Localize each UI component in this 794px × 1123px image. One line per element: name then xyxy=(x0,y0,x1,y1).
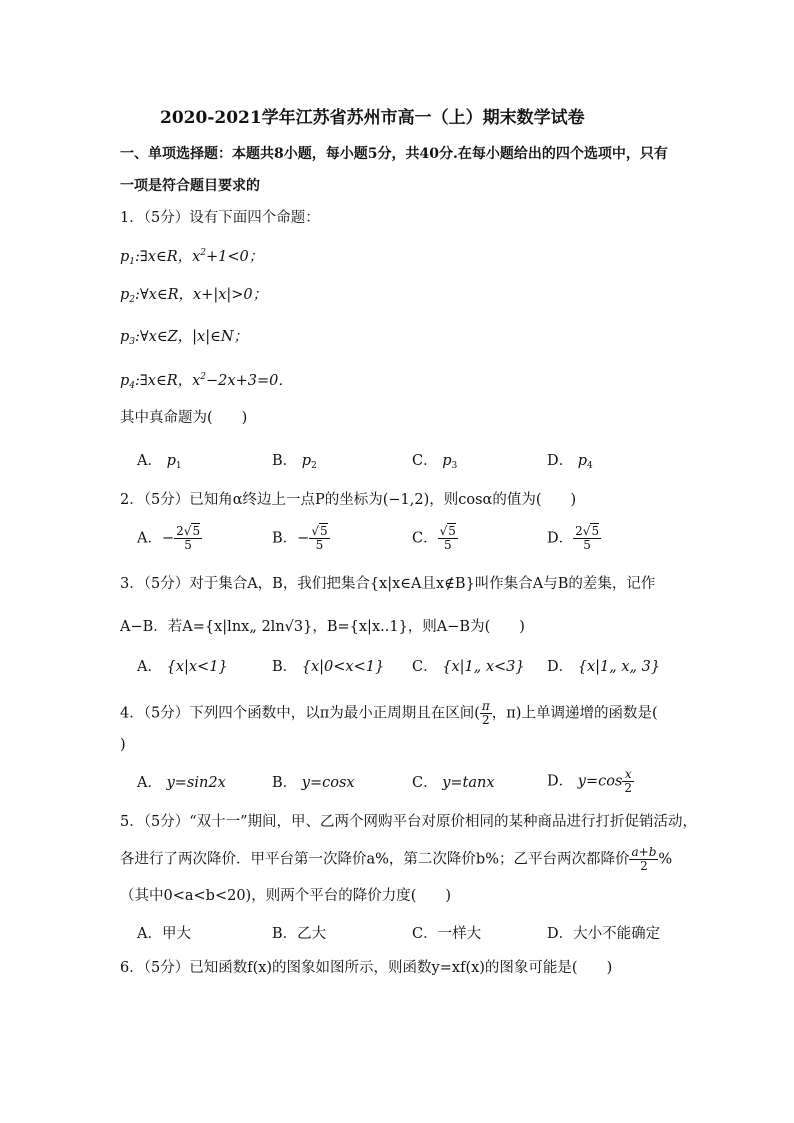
q5-stem-line3: （其中0<a<b<20)，则两个平台的降价力度( ) xyxy=(120,888,452,904)
q2-option-d[interactable]: D． $\frac{2√5}{5}$ xyxy=(547,524,600,552)
q1-option-d[interactable]: D． $p_4$ xyxy=(547,453,593,471)
q1-option-c[interactable]: C． $p_3$ xyxy=(412,453,458,471)
q3-option-c[interactable]: C． {x|1„ x<3} xyxy=(412,659,525,675)
q1-ask: 其中真命题为( ) xyxy=(120,410,248,426)
q3-stem-line2: A−B．若A={x|lnx„ 2ln√3}，B={x|x..1}，则A−B为( ) xyxy=(120,619,525,635)
q2-option-a[interactable]: A．− $\frac{2√5}{5}$ xyxy=(137,524,201,552)
section-heading: 一、单项选择题：本题共8小题，每小题5分，共40分.在每小题给出的四个选项中，只有 xyxy=(120,146,668,162)
section-heading-cont: 一项是符合题目要求的 xyxy=(120,178,260,194)
q1-proposition-3: $p_3:\forall x\in Z$，|x|∈N； xyxy=(120,329,249,347)
q5-option-b[interactable]: B．乙大 xyxy=(272,926,327,942)
q2-option-b[interactable]: B．− $\frac{√5}{5}$ xyxy=(272,524,328,552)
q1-option-b[interactable]: B． $p_2$ xyxy=(272,453,317,471)
q3-option-d[interactable]: D． {x|1„ x„ 3} xyxy=(547,659,661,675)
q6-stem: 6．（5分）已知函数f(x)的图象如图所示，则函数y=xf(x)的图象可能是( ) xyxy=(120,960,613,976)
q1-proposition-2: $p_2:\forall x\in R$，x+|x|>0； xyxy=(120,287,268,305)
page-title: 2020-2021学年江苏省苏州市高一（上）期末数学试卷 xyxy=(160,108,585,128)
q2-option-c[interactable]: C． $\frac{√5}{5}$ xyxy=(412,524,456,552)
q3-stem-line1: 3．（5分）对于集合A，B，我们把集合{x|x∈A且x∉B}叫作集合A与B的差集，记作 xyxy=(120,576,656,592)
q5-stem-line1: 5．（5分）“双十一”期间，甲、乙两个网购平台对原价相同的某种商品进行打折促销活动， xyxy=(120,814,698,830)
q1-proposition-1: $p_1:\exists x\in R$，$x^2+1<0$； xyxy=(120,248,264,267)
q1-proposition-4: $p_4:\exists x\in R$，$x^2-2x+3=0$． xyxy=(120,372,293,391)
q4-option-b[interactable]: B． y=cosx xyxy=(272,775,355,791)
q3-option-a[interactable]: A． {x|x<1} xyxy=(137,659,228,675)
q1-option-a[interactable]: A． $p_1$ xyxy=(137,453,182,471)
q4-stem-line2: ) xyxy=(120,737,126,753)
q5-option-d[interactable]: D．大小不能确定 xyxy=(547,926,661,942)
q5-option-a[interactable]: A．甲大 xyxy=(137,926,191,942)
q4-stem-line1: 4．（5分）下列四个函数中，以π为最小正周期且在区间( $\frac{\pi}{2}$ ，π)上单调递增的函数是( xyxy=(120,699,658,727)
q1-stem: 1．（5分）设有下面四个命题： xyxy=(120,210,320,226)
q5-option-c[interactable]: C．一样大 xyxy=(412,926,482,942)
q5-stem-line2: 各进行了两次降价．甲平台第一次降价a%，第二次降价b%；乙平台两次都降价 $\frac{a+b}{2}$ % xyxy=(120,845,673,873)
q2-stem: 2．（5分）已知角α终边上一点P的坐标为(−1,2)，则cosα的值为( ) xyxy=(120,492,577,508)
q4-option-a[interactable]: A． y=sin2x xyxy=(137,775,226,791)
q3-option-b[interactable]: B． {x|0<x<1} xyxy=(272,659,385,675)
q4-option-d[interactable]: D． y=cos $\frac{x}{2}$ xyxy=(547,767,633,795)
q4-option-c[interactable]: C． y=tanx xyxy=(412,775,495,791)
